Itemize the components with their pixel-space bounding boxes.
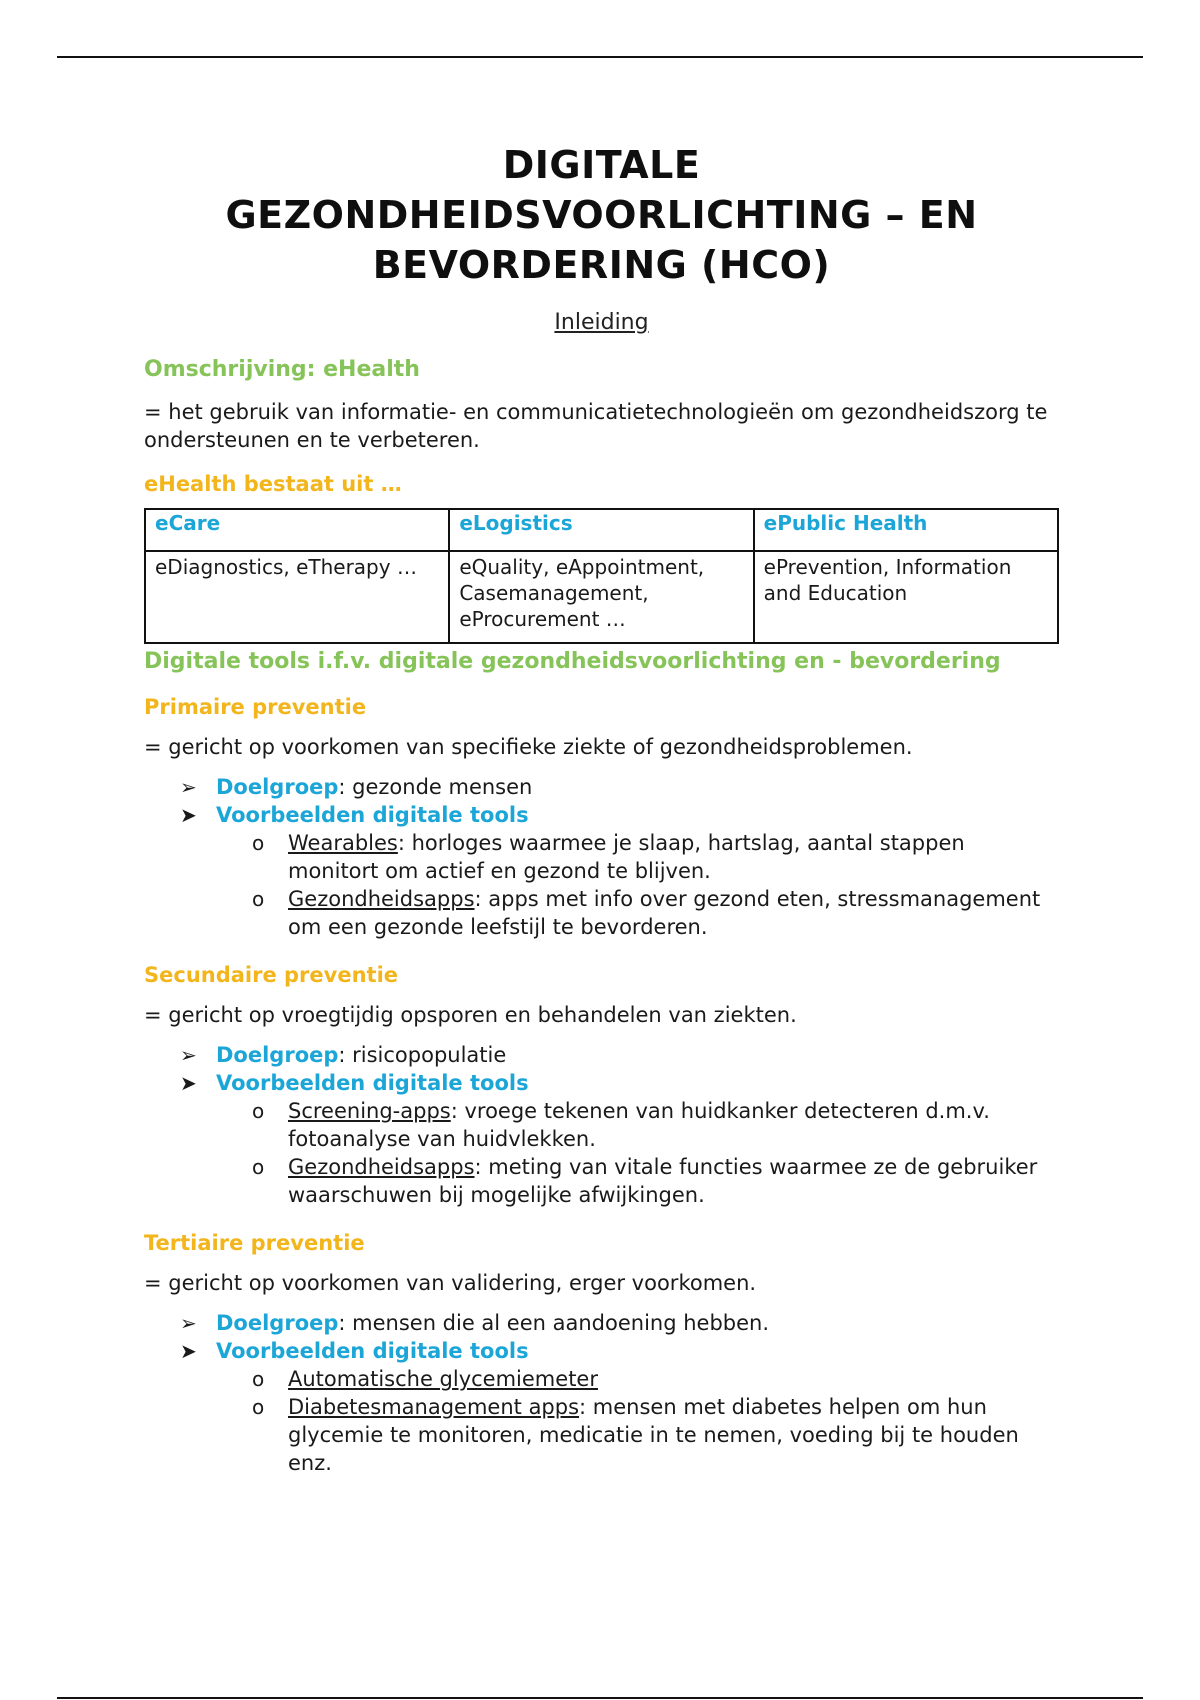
example-term: Gezondheidsapps: [288, 887, 475, 911]
heading-primaire-preventie: Primaire preventie: [144, 695, 367, 719]
secundaire-list: [144, 1041, 1059, 1209]
doelgroep-label: Doelgroep: [216, 1311, 339, 1335]
tertiaire-list: [144, 1309, 1059, 1477]
list-item: [252, 1097, 1059, 1153]
doelgroep-text: : mensen die al een aandoening hebben.: [338, 1311, 770, 1335]
table-header-epublic-health: ePublic Health: [754, 509, 1058, 551]
document-page: [144, 140, 1059, 1477]
examples-list: [216, 1097, 1059, 1209]
primaire-definition: = gericht op voorkomen van specifieke ziekte of gezondheidsproblemen.: [144, 735, 913, 759]
list-item: [252, 1365, 1059, 1393]
voorbeelden-label: Voorbeelden digitale tools: [216, 1339, 529, 1363]
circle-bullet-icon: o: [252, 1395, 265, 1419]
heading-secundaire-preventie: Secundaire preventie: [144, 963, 399, 987]
example-text: : apps met info over gezond eten, stressmanagement om een gezonde leefstijl te bevorderen.: [288, 887, 1041, 939]
table-header-ecare: eCare: [145, 509, 449, 551]
table-cell-elogistics: eQuality, eAppointment, Casemanagement, eProcurement …: [449, 551, 753, 643]
circle-bullet-icon: o: [252, 1367, 265, 1391]
list-item: [252, 1153, 1059, 1209]
ehealth-table: [144, 508, 1059, 644]
heading-tertiaire-preventie: Tertiaire preventie: [144, 1231, 365, 1255]
example-term: Diabetesmanagement apps: [288, 1395, 580, 1419]
examples-list: [216, 1365, 1059, 1477]
doelgroep-label: Doelgroep: [216, 1043, 339, 1067]
subtitle-inleiding: Inleiding: [554, 310, 649, 335]
doelgroep-text: : risicopopulatie: [338, 1043, 507, 1067]
list-item: [180, 801, 1059, 941]
list-item: [252, 885, 1059, 941]
secundaire-definition: = gericht op vroegtijdig opsporen en behandelen van ziekten.: [144, 1003, 797, 1027]
tertiaire-definition: = gericht op voorkomen van validering, erger voorkomen.: [144, 1271, 757, 1295]
list-item: [180, 1337, 1059, 1477]
primaire-list: [144, 773, 1059, 941]
ehealth-definition: = het gebruik van informatie- en communicatietechnologieën om gezondheidszorg te ondersteunen en te verbeteren.: [144, 400, 1048, 452]
title-line-1: DIGITALE: [502, 143, 701, 187]
circle-bullet-icon: o: [252, 831, 265, 855]
table-row: [145, 551, 1058, 643]
list-item: [252, 1393, 1059, 1477]
circle-bullet-icon: o: [252, 887, 265, 911]
voorbeelden-label: Voorbeelden digitale tools: [216, 1071, 529, 1095]
list-item: [180, 1309, 1059, 1337]
heading-bestaat-uit: eHealth bestaat uit …: [144, 472, 402, 496]
table-header-row: [145, 509, 1058, 551]
voorbeelden-label: Voorbeelden digitale tools: [216, 803, 529, 827]
document-title: [144, 140, 1059, 290]
doelgroep-label: Doelgroep: [216, 775, 339, 799]
example-text: : mensen met diabetes helpen om hun glycemie te monitoren, medicatie in te nemen, voeding bij te houden enz.: [288, 1395, 1019, 1475]
arrow-bullet-icon: ➢: [180, 775, 197, 799]
arrow-bullet-icon: ➢: [180, 1043, 197, 1067]
example-term: Wearables: [288, 831, 398, 855]
circle-bullet-icon: o: [252, 1099, 265, 1123]
examples-list: [216, 829, 1059, 941]
title-line-3: BEVORDERING (HCO): [372, 243, 831, 287]
heading-digitale-tools: Digitale tools i.f.v. digitale gezondheidsvoorlichting en - bevordering: [144, 649, 1001, 674]
arrow-bullet-icon: ➤: [180, 1339, 197, 1363]
heading-ehealth: Omschrijving: eHealth: [144, 357, 420, 382]
example-term: Automatische glycemiemeter: [288, 1367, 598, 1391]
top-rule: [57, 56, 1143, 58]
example-term: Screening-apps: [288, 1099, 451, 1123]
example-term: Gezondheidsapps: [288, 1155, 475, 1179]
list-item: [180, 1069, 1059, 1209]
bottom-rule: [57, 1697, 1143, 1699]
arrow-bullet-icon: ➤: [180, 803, 197, 827]
title-line-2: GEZONDHEIDSVOORLICHTING – EN: [225, 193, 978, 237]
circle-bullet-icon: o: [252, 1155, 265, 1179]
arrow-bullet-icon: ➢: [180, 1311, 197, 1335]
list-item: [180, 773, 1059, 801]
table-cell-epublic-health: ePrevention, Information and Education: [754, 551, 1058, 643]
arrow-bullet-icon: ➤: [180, 1071, 197, 1095]
table-header-elogistics: eLogistics: [449, 509, 753, 551]
doelgroep-text: : gezonde mensen: [338, 775, 533, 799]
list-item: [180, 1041, 1059, 1069]
list-item: [252, 829, 1059, 885]
table-cell-ecare: eDiagnostics, eTherapy …: [145, 551, 449, 643]
example-text: : horloges waarmee je slaap, hartslag, aantal stappen monitort om actief en gezond te blijven.: [288, 831, 965, 883]
example-text: : meting van vitale functies waarmee ze de gebruiker waarschuwen bij mogelijke afwijkingen.: [288, 1155, 1038, 1207]
example-text: : vroege tekenen van huidkanker detecteren d.m.v. fotoanalyse van huidvlekken.: [288, 1099, 990, 1151]
